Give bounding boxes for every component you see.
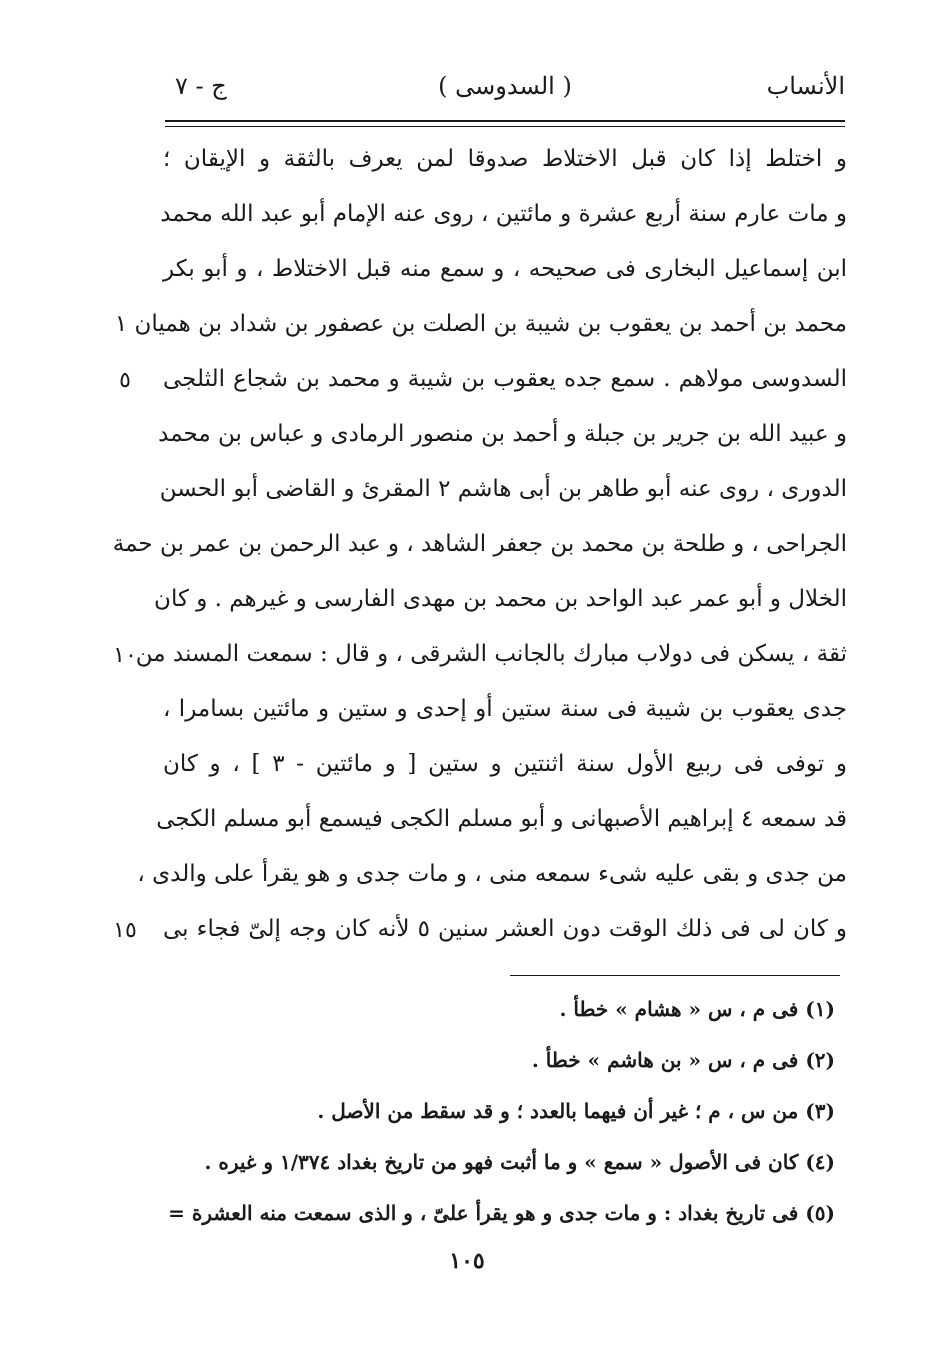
text-line: ثقة ، يسكن فى دولاب مبارك بالجانب الشرقى ، و قال : سمعت المسند من [135,641,847,667]
text-line: السدوسى مولاهم . سمع جده يعقوب بن شيبة و محمد بن شجاع الثلجى [163,366,847,392]
text-line: و عبيد الله بن جرير بن جبلة و أحمد بن منصور الرمادى و عباس بن محمد [158,421,847,447]
text-line: و توفى فى ربيع الأول سنة اثنتين و ستين [ و مائتين - ٣ ] ، و كان [163,751,847,777]
header-rule-thin [165,126,845,127]
header-entry-title: ( السدوسى ) [438,72,572,100]
header-book-title: الأنساب [766,72,845,100]
running-header [165,64,845,108]
line-number-15: ١٥ [113,918,137,943]
text-line: و اختلط إذا كان قبل الاختلاط صدوقا لمن يعرف بالثقة و الإيقان ؛ [163,146,847,172]
text-line: الجراحى ، و طلحة بن محمد بن جعفر الشاهد ، و عبد الرحمن بن عمر بن حمة [112,531,847,557]
line-number-10: ١٠ [113,643,137,668]
line-number-5: ٥ [119,368,131,393]
text-line: ابن إسماعيل البخارى فى صحيحه ، و سمع منه قبل الاختلاط ، و أبو بكر [163,256,847,282]
text-line: و كان لى فى ذلك الوقت دون العشر سنين ٥ لأنه كان وجه إلىّ فجاء بى [163,916,847,942]
page-number: ١٠٥ [449,1248,485,1274]
footnote: (١) فى م ، س « هشام » خطأ . [559,997,835,1021]
footnotes [155,986,835,1241]
text-line: محمد بن أحمد بن يعقوب بن شيبة بن الصلت بن عصفور بن شداد بن هميان ١ [114,311,847,337]
footnote-separator [510,975,840,976]
text-line: قد سمعه ٤ إبراهيم الأصبهانى و أبو مسلم الكجى فيسمع أبو مسلم الكجى [156,806,847,832]
footnote: (٢) فى م ، س « بن هاشم » خطأ . [531,1048,835,1072]
text-line: الدورى ، روى عنه أبو طاهر بن أبى هاشم ٢ المقرئ و القاضى أبو الحسن [159,476,847,502]
text-line: جدى يعقوب بن شيبة فى سنة ستين أو إحدى و ستين و مائتين بسامرا ، [163,696,847,722]
text-line: من جدى و بقى عليه شىء سمعه منى ، و مات جدى و هو يقرأ على والدى ، [137,861,847,887]
footnote: (٤) كان فى الأصول « سمع » و ما أثبت فهو من تاريخ بغداد ١/٣٧٤ و غيره . [204,1150,835,1174]
header-volume: ج - ٧ [175,72,227,100]
text-line: و مات عارم سنة أربع عشرة و مائتين ، روى عنه الإمام أبو عبد الله محمد [160,201,847,227]
header-rule-thick [165,120,845,122]
text-line: الخلال و أبو عمر عبد الواحد بن محمد بن مهدى الفارسى و غيرهم . و كان [154,586,847,612]
footnote: (٥) فى تاريخ بغداد : و مات جدى و هو يقرأ علىّ ، و الذى سمعت منه العشرة = [168,1201,835,1225]
footnote: (٣) من س ، م ؛ غير أن فيهما بالعدد ؛ و قد سقط من الأصل . [317,1099,835,1123]
